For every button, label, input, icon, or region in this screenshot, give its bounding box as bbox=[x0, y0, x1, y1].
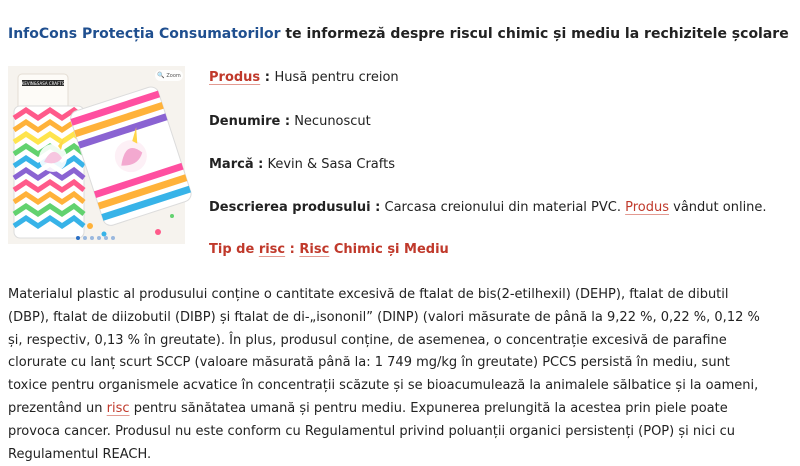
zoom-label: Zoom bbox=[166, 73, 181, 79]
magnifier-icon: 🔍 bbox=[157, 72, 165, 79]
field-produs bbox=[209, 70, 399, 85]
descriere-tail: vândut online. bbox=[669, 200, 767, 215]
produs-value: Husă pentru creion bbox=[274, 70, 399, 85]
risk-description-paragraph bbox=[8, 284, 768, 466]
paragraph-part2: pentru sănătatea umană și pentru mediu. Expunerea prelungită la acestea prin piele poate provoca cancer. Produsul nu este conform cu Regulamentul privind poluanții organici persistenți (POP) și nici cu Regulamentul REACH. bbox=[8, 400, 735, 462]
descriere-produs-link[interactable]: Produs bbox=[625, 200, 670, 215]
denumire-value: Necunoscut bbox=[290, 114, 371, 129]
descriere-label: Descrierea produsului : bbox=[209, 200, 381, 215]
denumire-label: Denumire : bbox=[209, 114, 291, 129]
package-brand-text: KEVIN&SASA CRAFTS bbox=[21, 81, 65, 86]
produs-label-link[interactable]: Produs bbox=[209, 70, 261, 85]
field-marca bbox=[209, 157, 395, 172]
marca-label: Marcă : bbox=[209, 157, 264, 172]
marca-value: Kevin & Sasa Crafts bbox=[263, 157, 395, 172]
field-descriere bbox=[209, 200, 767, 215]
field-denumire bbox=[209, 114, 371, 129]
headline-brand: InfoCons Protecția Consumatorilor bbox=[8, 26, 281, 42]
risc-value-rest: Chimic și Mediu bbox=[329, 242, 449, 257]
risc-value-link[interactable]: Risc bbox=[299, 242, 330, 257]
headline-text: te informeză despre riscul chimic și mediu la rechizitele școlare bbox=[280, 26, 789, 42]
headline bbox=[8, 26, 789, 42]
paragraph-risc-link[interactable]: risc bbox=[106, 400, 130, 416]
tip-risc-separator: : bbox=[285, 242, 300, 257]
produs-separator: : bbox=[260, 70, 275, 85]
product-image[interactable] bbox=[8, 66, 185, 244]
zoom-button[interactable] bbox=[155, 70, 183, 81]
paragraph-part1: Materialul plastic al produsului conține o cantitate excesivă de ftalat de bis(2-etilhexil) (DEHP), ftalat de dibutil (DBP), ftalat de diizobutil (DIBP) și ftalat de di-„isononil” (DINP) (valori măsurate de până la 9,22 %, 0,22 %, 0,12 % și, respectiv, 0,13 % în greutate). În plus, produsul conține, de asemenea, o concentrație excesivă de parafine clorurate cu lanț scurt SCCP (valoare măsurată până la: 1 749 mg/kg în greutate) PCCS persistă în mediu, sunt toxice pentru organismele acvatice în concentrații scăzute și se bioacumulează la animalele sălbatice și la oameni, prezentând un bbox=[8, 287, 760, 416]
descriere-value: Carcasa creionului din material PVC. bbox=[380, 200, 626, 215]
field-tip-risc bbox=[209, 242, 449, 257]
tip-risc-label: Tip de bbox=[209, 242, 259, 257]
tip-risc-label-link[interactable]: risc bbox=[258, 242, 286, 257]
